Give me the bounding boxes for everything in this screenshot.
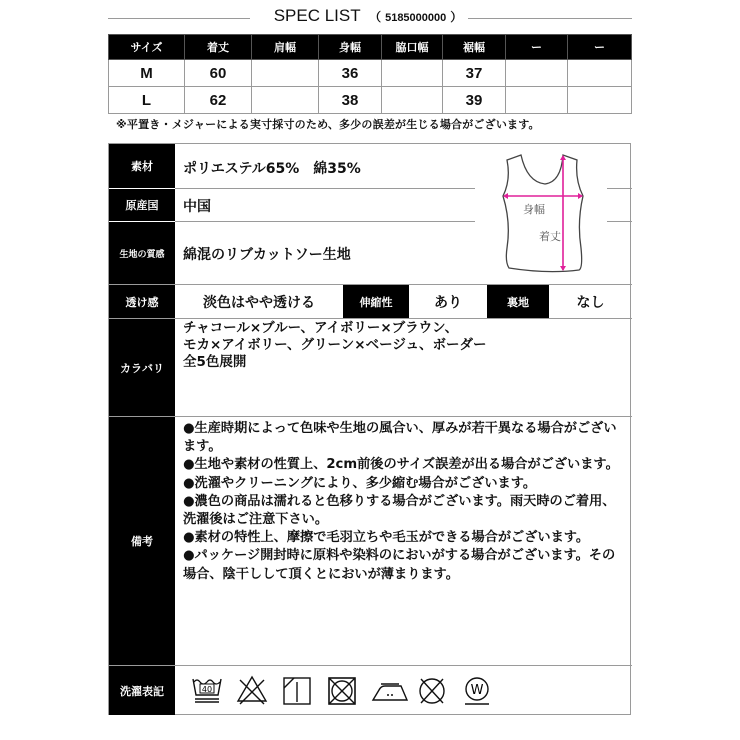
color-line: モカ×アイボリー、グリーン×ベージュ、ボーダー <box>183 337 487 353</box>
cell-size: L <box>109 87 185 114</box>
cell-size: M <box>109 60 185 87</box>
size-table <box>108 34 632 114</box>
cell-shoulder <box>252 87 319 114</box>
col-header-armhole: 脇口幅 <box>382 35 443 60</box>
remark-item: ●洗濯やクリーニングにより、多少縮む場合がございます。 <box>183 475 537 491</box>
color-variations <box>183 320 487 371</box>
paren-open: （ <box>369 10 382 24</box>
color-line: 全5色展開 <box>183 354 247 370</box>
divider <box>175 221 475 222</box>
remark-item: ●生地や素材の性質上、2cm前後のサイズ誤差が出る場合がございます。 <box>183 457 619 473</box>
sheerness-value: 淡色はやや透ける <box>203 294 315 311</box>
col-header-body-width: 身幅 <box>319 35 382 60</box>
wet-clean-gentle-icon <box>461 674 493 708</box>
material-value: ポリエステル65% 綿35% <box>183 161 361 177</box>
page-title <box>108 6 632 26</box>
divider <box>109 665 632 666</box>
iron-medium-icon <box>371 674 403 708</box>
col-header-blank: ー <box>506 35 568 60</box>
line-dry-shade-icon <box>281 674 313 708</box>
color-line: チャコール×ブルー、アイボリー×ブラウン、 <box>183 320 459 336</box>
label-material: 素材 <box>109 144 175 188</box>
divider <box>607 221 632 222</box>
texture-value: 綿混のリブカットソー生地 <box>183 247 351 263</box>
no-tumble-dry-icon <box>326 674 358 708</box>
cell-hem-width: 39 <box>443 87 506 114</box>
label-colors: カラバリ <box>109 319 175 416</box>
care-icons <box>191 674 493 708</box>
cell-armhole <box>382 60 443 87</box>
cell-blank <box>506 87 568 114</box>
svg-text:40: 40 <box>201 685 213 694</box>
divider <box>109 318 632 319</box>
remark-item: ●濃色の商品は濡れると色移りする場合がございます。雨天時のご着用、洗濯後はご注意下さい。 <box>183 493 616 528</box>
cell-body-width: 36 <box>319 60 382 87</box>
stretch-value: あり <box>434 294 462 311</box>
remark-item: ●パッケージ開封時に原料や染料のにおいがする場合がございます。その場合、陰干しして頂くとにおいが薄まります。 <box>183 548 616 582</box>
product-code: 5185000000 <box>385 12 447 24</box>
label-sheerness: 透け感 <box>109 285 175 318</box>
size-table-header <box>109 35 632 60</box>
col-header-blank: ー <box>568 35 632 60</box>
col-header-length: 着丈 <box>185 35 252 60</box>
label-care: 洗濯表記 <box>109 666 175 715</box>
divider <box>607 188 632 189</box>
spec-list-header <box>108 6 632 32</box>
cell-blank <box>568 60 632 87</box>
col-header-hem-width: 裾幅 <box>443 35 506 60</box>
label-origin: 原産国 <box>109 189 175 221</box>
cell-length: 60 <box>185 60 252 87</box>
cell-blank <box>568 87 632 114</box>
label-remarks: 備考 <box>109 417 175 665</box>
col-header-shoulder: 肩幅 <box>252 35 319 60</box>
cell-shoulder <box>252 60 319 87</box>
cell-length: 62 <box>185 87 252 114</box>
divider <box>109 416 632 417</box>
svg-text:身幅: 身幅 <box>523 203 545 216</box>
measurement-note: ※平置き・メジャーによる実寸採寸のため、多少の誤差が生じる場合がございます。 <box>116 118 540 131</box>
cell-armhole <box>382 87 443 114</box>
remarks-list <box>183 420 623 584</box>
remark-item: ●素材の特性上、摩擦で毛羽立ちや毛玉ができる場合がございます。 <box>183 530 590 546</box>
no-bleach-icon <box>236 674 268 708</box>
svg-text:着丈: 着丈 <box>539 230 561 243</box>
paren-close: ） <box>450 10 463 24</box>
label-texture: 生地の質感 <box>109 222 175 284</box>
divider <box>175 188 475 189</box>
spec-box <box>108 143 631 715</box>
cell-body-width: 38 <box>319 87 382 114</box>
label-stretch: 伸縮性 <box>343 285 409 318</box>
lining-value: なし <box>576 294 605 311</box>
tank-top-diagram-icon <box>493 152 597 278</box>
table-row <box>109 60 632 87</box>
label-lining: 裏地 <box>487 285 549 318</box>
no-dry-clean-icon <box>416 674 448 708</box>
svg-text:W: W <box>470 683 484 698</box>
table-row <box>109 87 632 114</box>
remark-item: ●生産時期によって色味や生地の風合い、厚みが若干異なる場合がございます。 <box>183 421 617 455</box>
cell-blank <box>506 60 568 87</box>
cell-hem-width: 37 <box>443 60 506 87</box>
wash-40-gentle-icon <box>191 674 223 708</box>
origin-value: 中国 <box>183 199 211 215</box>
col-header-size: サイズ <box>109 35 185 60</box>
title-label: SPEC LIST <box>273 6 361 25</box>
